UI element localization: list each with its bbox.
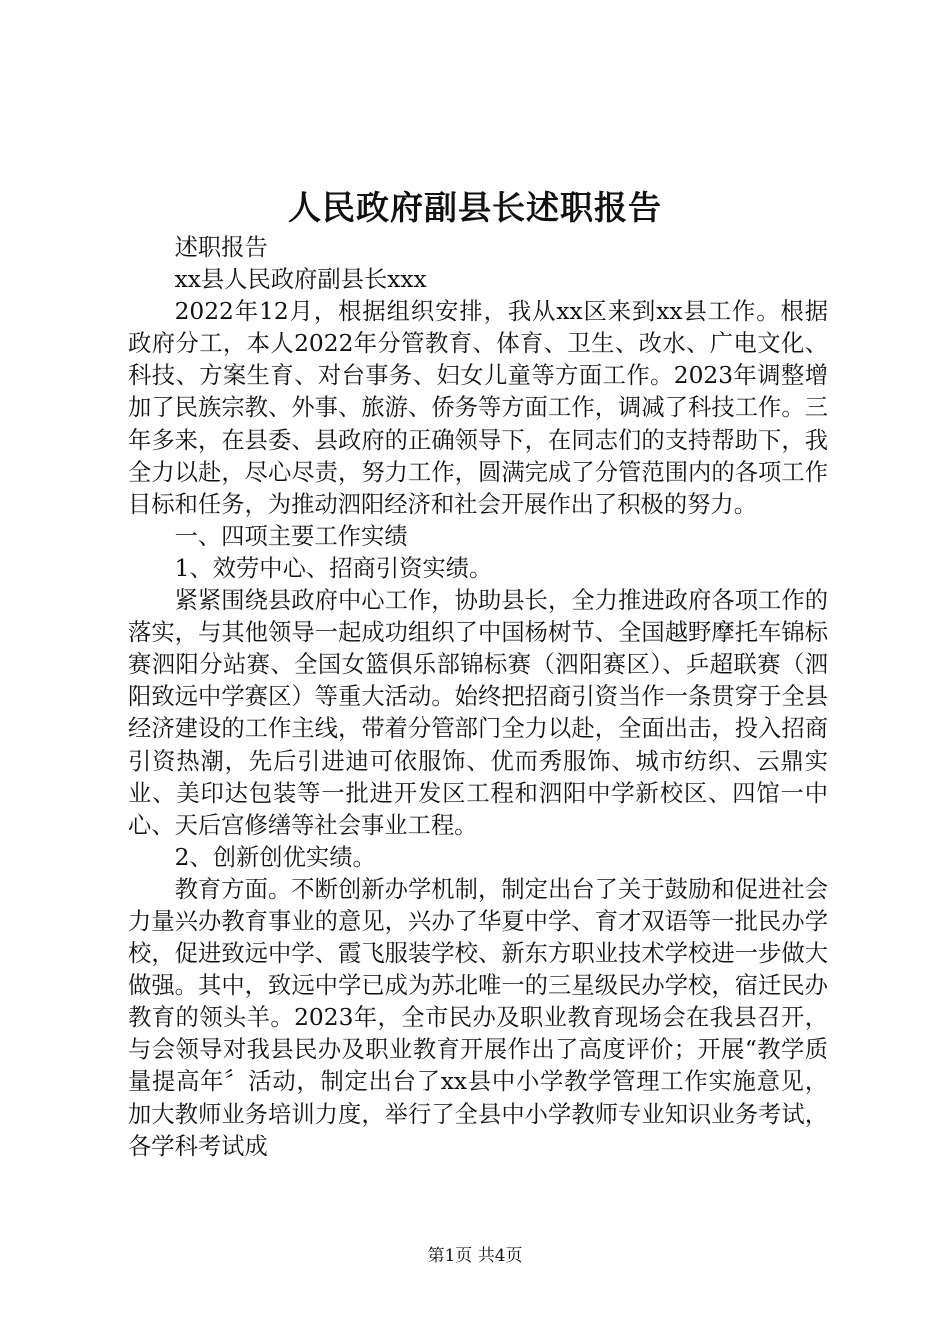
section-heading-main-achievements: 一、四项主要工作实绩	[174, 522, 408, 550]
page-footer: 第1页 共4页	[427, 1246, 523, 1266]
paragraph-report-label: 述职报告	[174, 234, 268, 261]
paragraph-intro: 2022年12月，根据组织安排，我从xx区来到xx县工作。根据政府分工，本人2022年分管教育、体育、卫生、改水、广电文化、科技、方案生育、对台事务、妇女儿童等方面工作。2023年调整增加了民族宗教、外事、旅游、侨务等方面工作，调减了科技工作。三年多来，在县委、县政府的正确领导下，在同志们的支持帮助下，我全力以赴，尽心尽责，努力工作，圆满完成了分管范围内的各项工作目标和任务，为推动泗阳经济和社会开展作出了积极的努力。	[128, 298, 828, 518]
subheading-innovation: 2、创新创优实绩。	[174, 843, 376, 871]
paragraph-author-line: xx县人民政府副县长xxx	[174, 266, 427, 294]
paragraph-investment: 紧紧围绕县政府中心工作，协助县长，全力推进政府各项工作的落实，与其他领导一起成功组织了中国杨树节、全国越野摩托车锦标赛泗阳分站赛、全国女篮俱乐部锦标赛（泗阳赛区）、乒超联赛（泗阳致远中学赛区）等重大活动。始终把招商引资当作一条贯穿于全县经济建设的工作主线，带着分管部门全力以赴，全面出击，投入招商引资热潮，先后引进迪可依服饰、优而秀服饰、城市纺织、云鼎实业、美印达包装等一批进开发区工程和泗阳中学新校区、四馆一中心、天后宫修缮等社会事业工程。	[128, 587, 828, 839]
document-title: 人民政府副县长述职报告	[288, 188, 662, 227]
paragraph-education: 教育方面。不断创新办学机制，制定出台了关于鼓励和促进社会力量兴办教育事业的意见，兴办了华夏中学、育才双语等一批民办学校，促进致远中学、霞飞服装学校、新东方职业技术学校进一步做大做强。其中，致远中学已成为苏北唯一的三星级民办学校，宿迁民办教育的领头羊。2023年，全市民办及职业教育现场会在我县召开，与会领导对我县民办及职业教育开展作出了高度评价；开展“教学质量提高年〞活动，制定出台了xx县中小学教学管理工作实施意见，加大教师业务培训力度，举行了全县中小学教师专业知识业务考试，各学科考试成	[128, 875, 828, 1160]
document-body	[128, 232, 828, 1163]
subheading-investment: 1、效劳中心、招商引资实绩。	[174, 554, 493, 582]
